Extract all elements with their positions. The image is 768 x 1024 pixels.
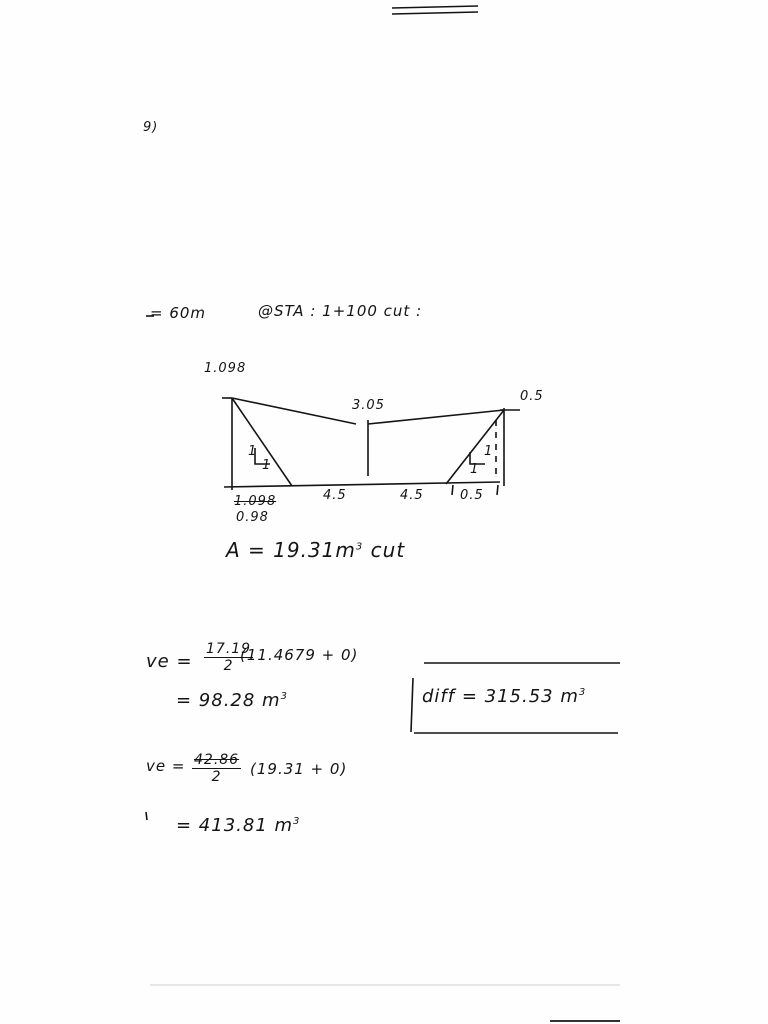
top-rule-2 <box>392 12 478 14</box>
volume1-result-text: = 98.28 m <box>176 690 281 711</box>
left-height-label: 1.098 <box>204 361 247 376</box>
area-line <box>226 538 405 562</box>
bottom-mid-right-label: 4.5 <box>400 488 424 503</box>
volume1-frac-den: 2 <box>223 658 234 674</box>
slope-left-a-label: 1 <box>248 444 258 459</box>
problem-number: 9) <box>143 120 159 135</box>
area-suffix: cut <box>370 538 406 562</box>
volume2-label: ve = <box>146 757 186 775</box>
right-height-label: 0.5 <box>520 389 544 404</box>
volume2-frac-den: 2 <box>211 769 222 785</box>
bottom-left-strike-label: 1.098 <box>234 494 277 509</box>
bottom-mid-left-label: 4.5 <box>323 488 347 503</box>
margin-mark <box>146 812 147 820</box>
road-line <box>224 482 500 487</box>
volume2-fraction <box>192 752 241 785</box>
volume1-result <box>176 690 288 711</box>
slope-right-b-label: 1 <box>470 462 480 477</box>
bottom-right-label: 0.5 <box>460 488 484 503</box>
volume2-result-text: = 413.81 m <box>176 815 294 836</box>
area-exp: 3 <box>355 541 364 553</box>
volume2-frac-num: 42.86 <box>194 752 240 768</box>
tick-1 <box>452 485 453 495</box>
top-rule <box>392 6 478 8</box>
station-label: @STA : 1+100 cut : <box>258 302 423 320</box>
diff-value <box>422 686 586 707</box>
volume1-result-exp: 3 <box>280 691 288 702</box>
volume1-frac-num: 17.19 <box>206 641 252 657</box>
diff-exp: 3 <box>578 687 587 698</box>
volume1-paren: (11.4679 + 0) <box>240 646 359 664</box>
volume2-paren: (19.31 + 0) <box>250 760 348 778</box>
diff-left-bar <box>411 678 413 732</box>
slope-right-a-label: 1 <box>484 444 494 459</box>
volume1-label: ve = <box>146 651 193 672</box>
length-label: = 60m <box>150 304 207 322</box>
volume2-result <box>176 815 300 836</box>
ground-line-left <box>232 398 356 424</box>
ground-line-right <box>368 410 504 424</box>
center-height-label: 3.05 <box>352 398 385 413</box>
tick-2 <box>497 485 498 495</box>
bottom-left-value-label: 0.98 <box>236 510 269 525</box>
area-text: A = 19.31m <box>226 538 356 562</box>
volume2-result-exp: 3 <box>293 816 301 827</box>
slope-left-b-label: 1 <box>262 458 272 473</box>
diff-text: diff = 315.53 m <box>422 686 579 707</box>
